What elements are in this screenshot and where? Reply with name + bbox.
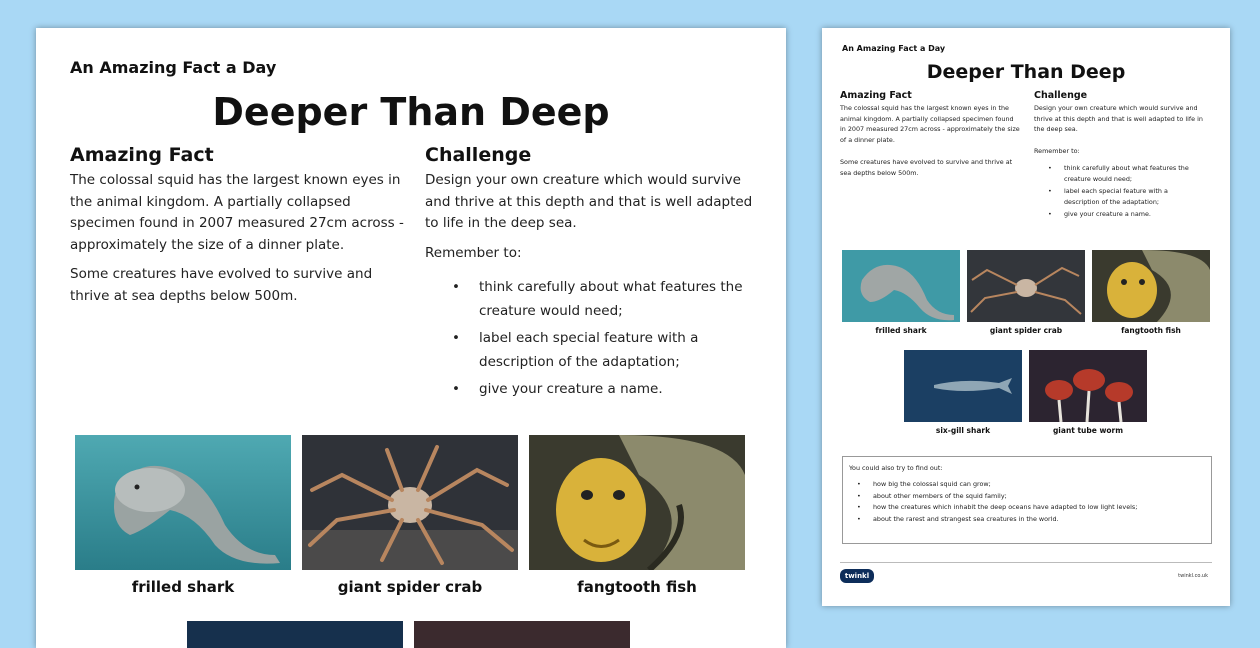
amazing-fact-heading: Amazing Fact [840, 90, 912, 101]
six-gill-shark-photo [904, 350, 1022, 422]
challenge-bullet: • think carefully about what features the creature would need; [452, 276, 772, 323]
worksheet-preview-small [822, 28, 1230, 606]
fact-paragraph: The colossal squid has the largest known eyes in the animal kingdom. A partially collapsed specimen found in 2007 measured 27cm across - approximately the size of a dinner plate. [840, 104, 1020, 144]
challenge-paragraph: Design your own creature which would survive and thrive at this depth and that is well adapted to life in the deep sea. [1034, 104, 1203, 134]
caption-giant-tube-worm: giant tube worm [1052, 426, 1124, 435]
caption-six-gill-shark: six-gill shark [935, 426, 991, 435]
eyebrow-title: An Amazing Fact a Day [70, 58, 277, 77]
twinkl-logo: twinkl [840, 569, 874, 583]
six-gill-shark-photo [187, 621, 403, 648]
challenge-bullet: • label each special feature with a description of the adaptation; [1042, 186, 1192, 207]
challenge-bullet-list [452, 276, 772, 406]
remember-label: Remember to: [425, 245, 522, 261]
find-out-bullet: • how big the colossal squid can grow; [851, 479, 1211, 490]
find-out-intro: You could also try to find out: [849, 464, 943, 472]
fact-paragraph: The colossal squid has the largest known eyes in the animal kingdom. A partially collapsed specimen found in 2007 measured 27cm across - approximately the size of a dinner plate. [70, 172, 404, 253]
giant-spider-crab-photo [967, 250, 1085, 322]
challenge-paragraph: Design your own creature which would survive and thrive at this depth and that is well adapted to life in the deep sea. [425, 172, 753, 231]
find-out-bullet: • about the rarest and strangest sea creatures in the world. [851, 514, 1211, 525]
worksheet-preview-large [36, 28, 786, 648]
find-out-bullet-list [851, 479, 1211, 525]
find-out-bullet: • about other members of the squid family; [851, 491, 1211, 502]
challenge-bullet: • give your creature a name. [452, 378, 772, 402]
challenge-heading: Challenge [425, 144, 532, 166]
page-title: Deeper Than Deep [212, 90, 610, 134]
caption-giant-spider-crab: giant spider crab [337, 578, 483, 596]
challenge-bullet: • give your creature a name. [1042, 209, 1192, 220]
giant-tube-worm-photo [1029, 350, 1147, 422]
fangtooth-fish-photo [1092, 250, 1210, 322]
find-out-bullet: • how the creatures which inhabit the deep oceans have adapted to low light levels; [851, 502, 1211, 513]
caption-frilled-shark: frilled shark [131, 578, 235, 596]
caption-fangtooth-fish: fangtooth fish [577, 578, 697, 596]
caption-fangtooth-fish: fangtooth fish [1121, 326, 1181, 335]
challenge-heading: Challenge [1034, 90, 1088, 101]
caption-frilled-shark: frilled shark [875, 326, 927, 335]
footer-site: twinkl.co.uk [1178, 573, 1208, 579]
giant-tube-worm-photo [414, 621, 630, 648]
fangtooth-fish-photo [529, 435, 745, 570]
amazing-fact-heading: Amazing Fact [70, 144, 214, 166]
remember-label: Remember to: [1034, 147, 1080, 155]
challenge-bullet: • label each special feature with a description of the adaptation; [452, 327, 772, 374]
page-title: Deeper Than Deep [926, 61, 1126, 83]
fact-paragraph-2: Some creatures have evolved to survive and thrive at sea depths below 500m. [70, 266, 373, 304]
fact-paragraph-2: Some creatures have evolved to survive and thrive at sea depths below 500m. [840, 158, 1013, 177]
caption-giant-spider-crab: giant spider crab [989, 326, 1063, 335]
find-out-box [842, 456, 1212, 544]
giant-spider-crab-photo [302, 435, 518, 570]
eyebrow-title: An Amazing Fact a Day [842, 44, 946, 53]
challenge-bullet: • think carefully about what features the creature would need; [1042, 163, 1192, 184]
frilled-shark-photo [75, 435, 291, 570]
challenge-bullet-list [1042, 163, 1192, 222]
footer-divider [840, 562, 1212, 563]
frilled-shark-photo [842, 250, 960, 322]
